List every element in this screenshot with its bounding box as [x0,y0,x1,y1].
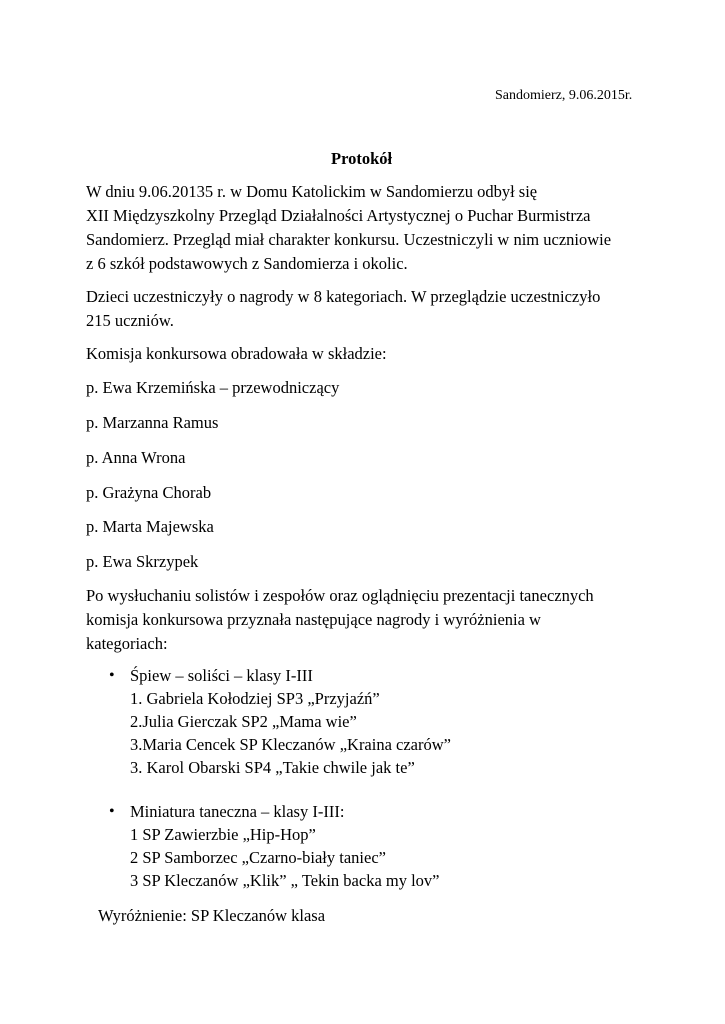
awards-intro-line: kategoriach: [86,634,168,653]
award-entry: 3. Karol Obarski SP4 „Takie chwile jak te” [130,758,415,777]
award-entry: 1 SP Zawierzbie „Hip-Hop” [130,825,316,844]
award-entry: 2 SP Samborzec „Czarno-biały taniec” [130,848,386,867]
committee-member: p. Marzanna Ramus [86,413,219,432]
awards-intro-line: komisja konkursowa przyznała następujące nagrody i wyróżnienia w [86,610,541,629]
intro-line: Sandomierz. Przegląd miał charakter konkursu. Uczestniczyli w nim uczniowie [86,230,612,249]
awards-intro-line: Po wysłuchaniu solistów i zespołów oraz oglądnięciu prezentacji tanecznych [86,586,594,605]
committee-member: p. Ewa Skrzypek [86,552,199,571]
intro-line: W dniu 9.06.20135 r. w Domu Katolickim w Sandomierzu odbył się [86,182,538,201]
section-heading: Śpiew – soliści – klasy I-III [130,666,313,685]
intro-line: z 6 szkół podstawowych z Sandomierza i okolic. [86,254,408,273]
award-entry: 3.Maria Cencek SP Kleczanów „Kraina czarów” [130,735,451,754]
intro-line: XII Międzyszkolny Przegląd Działalności Artystycznej o Puchar Burmistrza [86,206,591,225]
award-entry: 3 SP Kleczanów „Klik” „ Tekin backa my lov” [130,871,440,890]
bullet-icon: • [109,667,115,684]
committee-member: p. Marta Majewska [86,517,214,536]
document-title: Protokół [331,149,393,168]
categories-line: Dzieci uczestniczyły o nagrody w 8 kategoriach. W przeglądzie uczestniczyło [86,287,601,306]
committee-heading: Komisja konkursowa obradowała w składzie: [86,344,387,363]
section-heading: Miniatura taneczna – klasy I-III: [130,802,345,821]
award-entry: 1. Gabriela Kołodziej SP3 „Przyjaźń” [130,689,380,708]
categories-line: 215 uczniów. [86,311,174,330]
award-entry: 2.Julia Gierczak SP2 „Mama wie” [130,712,357,731]
bullet-icon: • [109,803,115,820]
distinction: Wyróżnienie: SP Kleczanów klasa [98,906,326,925]
committee-member: p. Grażyna Chorab [86,483,212,502]
place-date: Sandomierz, 9.06.2015r. [495,88,633,103]
committee-member: p. Ewa Krzemińska – przewodniczący [86,378,340,397]
committee-member: p. Anna Wrona [86,448,186,467]
